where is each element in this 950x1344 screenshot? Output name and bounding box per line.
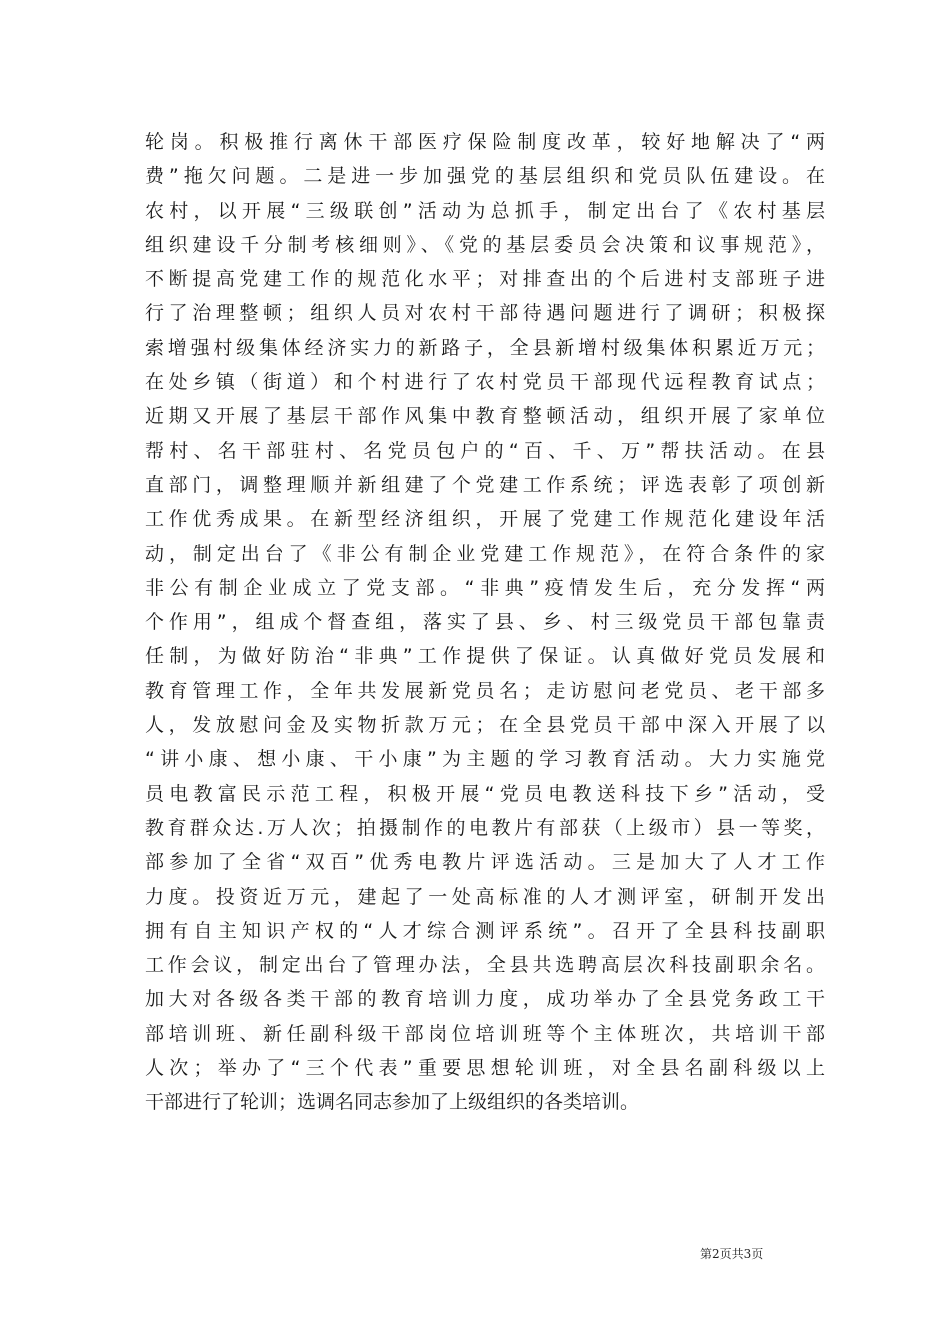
text-line: 动，制定出台了《非公有制企业党建工作规范》，在符合条件的家	[145, 542, 825, 565]
text-line: 部参加了全省“双百”优秀电教片评选活动。三是加大了人才工作	[145, 851, 825, 874]
text-line: 轮岗。积极推行离休干部医疗保险制度改革，较好地解决了“两	[145, 131, 825, 153]
text-line: 教育群众达.万人次；拍摄制作的电教片有部获（上级市）县一等奖，	[145, 816, 825, 839]
text-line: 个作用”，组成个督查组，落实了县、乡、村三级党员干部包靠责	[145, 611, 825, 634]
text-line: 不断提高党建工作的规范化水平；对排查出的个后进村支部班子进	[145, 268, 825, 291]
text-line: 任制，为做好防治“非典”工作提供了保证。认真做好党员发展和	[145, 645, 825, 668]
text-line: 行了治理整顿；组织人员对农村干部待遇问题进行了调研；积极探	[145, 302, 825, 325]
text-line: 直部门，调整理顺并新组建了个党建工作系统；评选表彰了项创新	[145, 473, 825, 496]
text-line: 帮村、名干部驻村、名党员包户的“百、千、万”帮扶活动。在县	[145, 439, 825, 462]
text-line: 组织建设千分制考核细则》、《党的基层委员会决策和议事规范》，	[145, 233, 825, 256]
text-line: 在处乡镇（街道）和个村进行了农村党员干部现代远程教育试点；	[145, 371, 825, 394]
text-line: “讲小康、想小康、干小康”为主题的学习教育活动。大力实施党	[145, 748, 825, 771]
text-line: 工作优秀成果。在新型经济组织，开展了党建工作规范化建设年活	[145, 508, 825, 531]
text-line: 农村，以开展“三级联创”活动为总抓手，制定出台了《农村基层	[145, 199, 825, 222]
text-line: 员电教富民示范工程，积极开展“党员电教送科技下乡”活动，受	[145, 782, 825, 805]
text-line: 费”拖欠问题。二是进一步加强党的基层组织和党员队伍建设。在	[145, 165, 825, 188]
text-line: 人次；举办了“三个代表”重要思想轮训班，对全县名副科级以上	[145, 1057, 825, 1080]
body-text	[145, 125, 825, 1120]
text-line: 力度。投资近万元，建起了一处高标准的人才测评室，研制开发出	[145, 885, 825, 908]
text-line: 人，发放慰问金及实物折款万元；在全县党员干部中深入开展了以	[145, 714, 825, 737]
text-line: 近期又开展了基层干部作风集中教育整顿活动，组织开展了家单位	[145, 405, 825, 428]
text-line: 拥有自主知识产权的“人才综合测评系统”。召开了全县科技副职	[145, 919, 825, 942]
text-line: 教育管理工作，全年共发展新党员名；走访慰问老党员、老干部多	[145, 679, 825, 702]
text-line: 索增强村级集体经济实力的新路子，全县新增村级集体积累近万元；	[145, 336, 825, 359]
text-line: 非公有制企业成立了党支部。“非典”疫情发生后，充分发挥“两	[145, 576, 825, 599]
text-line: 部培训班、新任副科级干部岗位培训班等个主体班次，共培训干部	[145, 1022, 825, 1045]
page-indicator: 第2页共3页	[700, 1247, 764, 1261]
text-line: 工作会议，制定出台了管理办法，全县共选聘高层次科技副职余名。	[145, 954, 825, 977]
text-line: 干部进行了轮训；选调名同志参加了上级组织的各类培训。	[145, 1091, 640, 1114]
text-line: 加大对各级各类干部的教育培训力度，成功举办了全县党务政工干	[145, 988, 825, 1011]
